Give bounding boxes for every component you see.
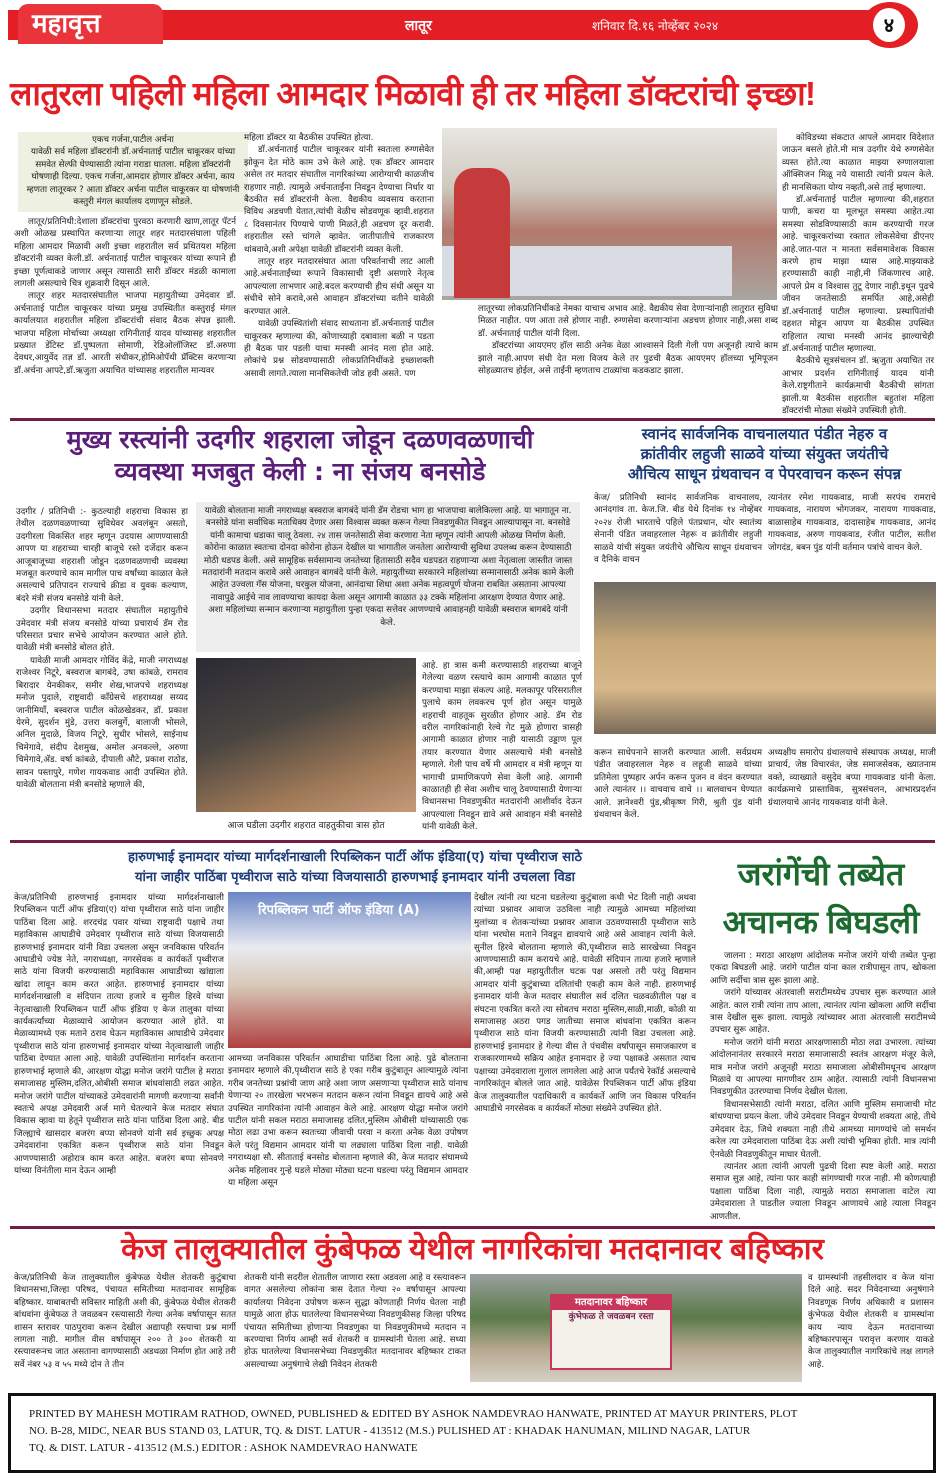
section-divider <box>10 418 935 421</box>
imprint-line1: PRINTED BY MAHESH MOTIRAM RATHOD, OWNED, PUBLISHED & EDITED BY ASHOK NAMDEVRAO HANWATE, PRINTED AT MAYUR PRINTERS, PLOT <box>29 1408 798 1420</box>
paragraph: बैठकीचे सूत्रसंचलन डॉ. ऋजुता अयाचित तर आभार प्रदर्शन रागिनीताई यादव यांनी केले.राष्ट्रगीताने कार्यक्रमाची बैठकीची सांगता झाली.या बैठकीस शहरातील बहुतांश महिला डॉक्टरांची मोठ्या संख्येने उपस्थिती होती. <box>782 356 934 416</box>
paragraph: लातूरच्या लोकप्रतिनिधींकडे नेमका याचाच अभाव आहे. वैद्यकीय सेवा देणाऱ्यांनाही लातुरात सुविधा मिळत नाहीत. पण आता तसे होणार नाही. रुग्णसेवा करणाऱ्यांना अडचण होणार नाही,असा शब्द डॉ. अर्चनाताई पाटील यांनी दिला. <box>478 304 778 339</box>
boycott-banner <box>550 1294 672 1370</box>
paragraph: विधानसभेसाठी त्यांनी मराठा, दलित आणि मुस्लिम समाजाची मोट बांधण्याचा प्रयत्न केला. जीथे उमेदवार निवडून येण्याची शक्यता आहे, तीथे उमेदवार देऊ, जिथे शक्यता नाही तीथे आमच्या मागण्यांचे जो समर्थन करेल त्या उमेदवाराला पाठिंबा देऊ अशी त्यांची भूमिका होती. मात्र त्यांनी ऐनवेळी निवडणुकीतून माघार घेतली. <box>710 1099 937 1160</box>
story4-photo-rally-garlands <box>228 892 471 1048</box>
paragraph: लातूर शहर मतदारसंघात आता परिवर्तनाची लाट आली आहे.अर्चनाताईंच्या रूपाने विकासाची दृष्टी असणारे नेतृत्व आपल्याला लाभणार आहे.बदल करण्याची हीच संधी असून या संधीचे सोने करावे,असे आवाहन डॉक्टरांच्या वतीने यावेळी करण्यात आले. <box>244 257 434 317</box>
story3-headline-line3: औचित्य साधून ग्रंथवाचन व पेपरवाचन करून संपन्न <box>627 465 902 483</box>
paragraph: देखील त्यांनी त्या घटना घडलेल्या कुटुंबाला कधी भेट दिली नाही अथवा त्यांच्या प्रश्नावर आवाज उठविला नाही त्यामुळे आमच्या महिलांच्या मुलांच्या व शेतकऱ्यांच्या प्रश्नावर आवाज उठवण्यासाठी पृथ्वीराज साठे यांना भरघोस मताने निवडून द्यावयाचे आहे असे आवाहन त्यांनी केले. सुनील हिरवे बोलताना म्हणाले की,पृथ्वीराज साठे सारखेच्या निवडून आणण्यासाठी काम करायचे आहे. यावेळी संदिपान तात्या हजारे म्हणाले की,आम्ही पक्ष महायुतीतील घटक पक्ष असलो तरी परंतु विद्यमान आमदार यांनी कुटुंबाच्या दलितांची एकही काम केले नाही. हारुणभाई इनामदार यांनी केज मतदार संघातील सर्व दलित चळवळीतील पक्ष व संघटना एकत्रित करते त्या सोबतच मराठा मुस्लिम,साळी,माळी, कोळी या समाजासह अठरा पगड जातीच्या समाज बांधवांना एकत्रित करून पृथ्वीराज साठे यांना विजयी करण्यासाठी त्यांनी विडा उचलला आहे. हारुणभाई इनामदार हे गेल्या वीस ते पंचवीस वर्षांपासून समाजकारण व राजकारणामध्ये सक्रिय आहेत इनामदार हे ज्या पक्षाकडे असतात त्याच पक्षाच्या उमेदवाराला गुलाल लागलेला आहे आज पर्यंतचे रेकॉर्ड असल्याचे नागरिकांतून बोलले जात आहे. यावेळेस रिपब्लिकन पार्टी ऑफ इंडिया केज तालुक्यातील पदाधिकारी व कार्यकर्ते आणि जन विकास परिवर्तन आघाडीचे नगरसेवक व कार्यकर्ते मोठ्या संख्येने उपस्थित होते. <box>474 893 696 1114</box>
paragraph: यावेळी माजी आमदार गोविंद केंद्रे, माजी नगराध्यक्ष राजेश्वर निटूरे, बस्वराज बागबंदे, उषा कांबळे, रामराव बिरादार येनकीकर, समीर शेख,भाजपचे शहराध्यक्ष मनोज पुदाले, राष्ट्रवादी काँग्रेसचे शहराध्यक्ष सय्यद जानीमियाँ, बस्वराज पाटील कोळखेडकर, डॉ. प्रकाश येरमे, सुदर्शन मुंडे, उत्तरा कलबुर्गे, बालाजी भोसले, अनिल मुदाळे, विजय निटूरे, सुधीर भोसले, साईनाथ चिमेगावे, संदीप देशमुख, अमोल अनकल्ले, अरुणा चिमेगावे,ॲड. वर्षा कांबळे, दीपाली औटे, प्रकाश राठोड, सावन पस्तापुरे, गणेश गायकवाड आदी उपस्थित होते. यावेळी बोलताना मंत्री बनसोडे म्हणाले की, <box>16 655 188 790</box>
paragraph: लातूर/प्रतिनिधी:देशाला डॉक्टरांचा पुरवठा करणारी खाण,लातूर पॅटर्न अशी ओळख प्रस्थापित करणाऱ्या लातूर शहर मतदारसंघाला पहिली महिला आमदार मिळावी अशी इच्छा शहरातील सर्व प्रथितयश महिला डॉक्टरांनी व्यक्त केली.डॉ. अर्चनाताई पाटील चाकूरकर यांच्या रूपाने ही इच्छा पूर्णत्वाकडे जाणार असून त्यासाठी सारी डॉक्टर मंडळी कामाला लागली असल्याचे चित्र शुक्रवारी दिसून आले. <box>14 217 236 290</box>
page-number: ४ <box>873 8 905 42</box>
boycott-banner-subtitle: कुंभेफळ ते जवळबन रस्ता <box>568 1312 654 1322</box>
page-number-badge <box>862 2 918 48</box>
paragraph: उदगीर / प्रतिनिधी :- कुठल्याही शहराचा विकास हा तेथील दळणवळणाच्या सुविधेवर अवलंबून असतो, उदगीरला विकसित शहर म्हणून उदयास आणण्यासाठी आपण या शहराच्या चारही बाजूचे रस्ते दर्जेदार करून आजूबाजूच्या शहराशी जोडून दळणवळणाची व्यवस्था मजबूत करण्याचे काम मागील पाच वर्षांच्या काळात केले असल्याचे प्रतिपादन राज्याचे क्रीडा व युवक कल्याण, बंदरे मंत्री संजय बनसोडे यांनी केले. <box>16 507 188 604</box>
story5-headline-line2: अचानक बिघडली <box>722 904 920 940</box>
paragraph: आमच्या जनविकास परिवर्तन आघाडीचा पाठिंबा दिला आहे. पुढे बोलताना इनामदार म्हणाले की,पृथ्वीराज साठे हे एका गरीब कुटुंबातून आल्यामुळे त्यांना गरीब जनतेच्या प्रश्नांची जाण आहे अशा जाण असणाऱ्या पृथ्वीराज साठे यांनाच येणाऱ्या २० तारखेला भरभरून मतदान करून त्यांना निवडून द्यायचे आहे असे उपस्थित नागरिकांना त्यांनी आवाहन केले आहे. आरक्षण योद्धा मनोज जरांगे पाटील यांनी सकल मराठा समाजासह दलित,मुस्लिम ओबीसी यांच्यासाठी एक मोठा लढा उभा करून स्वतःच्या जीवाची परवा न करता अनेक वेळा उपोषण केले परंतु विद्यमान आमदार यांनी या लढ्याला पाठिंबा दिला नाही. यावेळी नगराध्यक्षा सौ. सीताताई बनसोड बोलताना म्हणाले की, केज मतदार संघामध्ये अनेक महिलावर गुन्हे घडले मोठ्या मोठ्या घटना घडल्या परंतु विद्यमान आमदार या महिला असून <box>228 1054 468 1189</box>
story6-column-2: शेतकरी यांनी सदरील शेतातील जाणारा रस्ता अडवला आहे व रस्त्यावरून वागत असलेल्या लोकांना त्रास देतात गेल्या २० वर्षापासून आपल्या कार्यालया निवेदना उपोषण करून सुद्धा कोणताही निर्णय घेतला नाही यामुळे आता होऊ घातलेल्या विधानसभेच्या निवडणुकीसह जिल्हा परिषद पंचायत समितीच्या होणाऱ्या निवडणुका या निवडणुकीमध्ये मतदान न करण्याचा निर्णय आम्ही सर्व शेतकरी व ग्रामस्थांनी घेतला आहे. सध्या होऊ घातलेल्या विधानसभेच्या निवडणुकीत मतदानावर बहिष्कार टाकत असल्याच्या अनुषंगाचे लेखी निवेदन शेतकरी <box>244 1273 466 1370</box>
story2-headline-line1: मुख्य रस्त्यांनी उदगीर शहराला जोडून दळणवळणाची <box>66 425 534 454</box>
story6-headline: केज तालुक्यातील कुंबेफळ येथील नागरिकांचा मतदानावर बहिष्कार <box>121 1233 824 1266</box>
story1-boxed-quote <box>18 132 248 212</box>
story5-headline <box>705 850 937 946</box>
story1-quote-title: एकच गर्जना,पाटील अर्चना <box>92 135 174 145</box>
speaker-figure <box>454 168 510 298</box>
story1-quote-text: यावेळी सर्व महिला डॉक्टरांनी डॉ.अर्चनाताई पाटील चाकूरकर यांच्या समवेत सेल्फी घेण्यासाठी त्यांना गराडा घातला. महिला डॉक्टरांनी घोषणाही दिल्या. एकच गर्जना,आमदार होणार डॉक्टर अर्चना, काय म्हणता लातूरकर ? आता डॉक्टर अर्चना पाटील चाकूरकर या घोषणांनी कस्तुरी मंगल कार्यालय दणाणून सोडले. <box>26 147 240 208</box>
paragraph: यावेळी उपस्थितांशी संवाद साधताना डॉ.अर्चनाताई पाटील चाकूरकर म्हणाल्या की, कोणाच्याही दबावाला बळी न पडता ही बैठक पार पडली याचा मनस्वी आनंद मला होत आहे. लोकांचे प्रश्न सोडवण्यासाठी लोकप्रतिनिधींकडे इच्छाशक्ती असावी लागते.त्याला मानसिकतेची जोड हवी असते. पण <box>244 319 434 379</box>
story3-column-1-bottom: करून साधेपनाने साजरी करण्यात आली. सर्वप्रथम पंडीत जवाहरलाल नेहरु व लहूजी साळवे यांच्या प्रतिमेला पुष्पहार अर्पन करून पुजन व वंदन करण्यात आले त्यानंतर ।। वाचवाच वाचे ।। बालवाचन घेण्यात आले. ज्ञानेश्वरी पुंड,श्रीकृष्ण गिरी, श्रुती पुंड यांनी ग्रंथवाचन केले. <box>594 748 762 821</box>
printer-imprint <box>8 1393 936 1473</box>
paragraph: डॉ.अर्चनाताई पाटील चाकूरकर यांनी स्वतःला रुग्णसेवेत झोकून देत मोठे काम उभे केले आहे. एक डॉक्टर आमदार असेल तर मतदार संघातील नागरिकांच्या आरोग्याची काळजीच राहणार नाही. त्यामुळे अर्चनाताईंना निवडून देण्याचा निर्धार या बैठकीत सर्व डॉक्टरांनी केला. वैद्यकीय व्यवसाय करताना विविध अडचणी येतात,त्यांची वेळीच सोडवणूक व्हावी.शहरात ८ दिवसानंतर पिण्याचे पाणी मिळते,ही अडचण दूर करावी. शहरातील रस्ते चांगले व्हावेत. जातीपातीचे राजकारण थांबवावे,अशी अपेक्षा यावेळी डॉक्टरांनी व्यक्त केली. <box>244 145 434 255</box>
story4-column-3 <box>474 892 696 1115</box>
story1-column-4 <box>782 132 934 417</box>
story4-headline-line1: हारुणभाई इनामदार यांच्या मार्गदर्शनाखाली रिपब्लिकन पार्टी ऑफ इंडिया(ए) यांचा पृथ्वीराज साठे <box>127 850 583 865</box>
story4-column-1 <box>14 892 224 1177</box>
story1-column-2 <box>244 132 434 380</box>
story6-photo-boycott-banner <box>470 1274 802 1382</box>
story6-column-3: व ग्रामस्थांनी तहसीलदार व केज यांना दिले आहे. सदर निवेदनाच्या अनुषंगाने निवडणूक निर्णय अधिकारी व प्रशासन कुंभेफळ येथील शेतकरी व ग्रामस्थांना काय न्याय देऊन मतदानाच्या बहिष्कारपासून परावृत्त करणार याकडे केज तालुक्यातील नागरिकांचे लक्ष लागले आहे. <box>808 1273 934 1370</box>
paragraph: केज/प्रतिनिधी हारुणभाई इनामदार यांच्या मार्गदर्शनाखाली रिपब्लिकन पार्टी ऑफ इंडिया(ए) यांचा पृथ्वीराज साठे यांना जाहीर पाठिंबा दिला आहे. शरदचंद्र पवार यांच्या राष्ट्रवादी पक्षाचे तथा महाविकास आघाडीचे उमेदवार पृथ्वीराज साठे यांच्या विजयासाठी हारुणभाई इनामदार यांनी विडा उचलला असून जनविकास परिवर्तन आघाडीचे ज्येष्ठ नेते, नगराध्यक्षा, नगरसेवक व कार्यकर्ते पृथ्वीराज साठे यांना विजयी करण्यासाठी महाविकास आघाडीच्या खांद्याला खांदा लावून काम करत आहेत. हारुणभाई इनामदार यांच्या मार्गदर्शनाखाली व संदिपान तात्या हजारे व सुनील हिरवे यांच्या नेतृत्वाखाली रिपब्लिकन पार्टी ऑफ इंडिया ए केज तालुका यांच्या कार्यकर्त्यांच्या मेळाव्याचे आयोजन करण्यात आले होते. या मेळाव्यामध्ये एक मताने ठराव घेऊन महाविकास आघाडीचे उमेदवार पृथ्वीराज साठे यांना हारुणभाई इनामदार यांच्या नेतृत्वाखाली जाहीर पाठिंबा देण्यात आला आहे. यावेळी उपस्थितांना मार्गदर्शन करताना हारुणभाई म्हणाले की, आरक्षण योद्धा मनोज जरांगे पाटील हे मराठा समाजासह मुस्लिम,दलित,ओबीसी समाज बांधवांसाठी लढत आहेत. मनोज जरांगे पाटील यांच्याकडे उमेदवारांनी मागणी करणाऱ्या सर्वांनी स्वतःचे अपक्ष उमेदवारी अर्ज मागे घेतल्याने केज मतदार संघात विकास व्हावा या हेतूने पृथ्वीराज साठे यांना पाठिंबा दिला आहे. बीड जिल्ह्याचे खासदार बजरंग बप्पा सोनवणे यांनी सर्व इच्छुक अपक्ष उमेदवारांना एकत्रित करून पृथ्वीराज साठे यांना निवडून आणण्यासाठी अहोरात्र काम करत आहेत. बजरंग बप्पा सोनवणे यांच्या विनंतीला मान देऊन आम्ही <box>14 893 224 1176</box>
paragraph: जरांगे यांच्यावर अंतरवाली सराटीमध्येच उपचार सुरू करण्यात आले आहेत. काल रात्री त्यांना ताप आला, त्यानंतर त्यांना खोकला आणि सर्दीचा त्रास देखील सुरू झाला. त्यामुळे त्यांच्यावर आता अंतरवाली सराटीमध्ये उपचार सुरू आहेत. <box>710 988 936 1036</box>
story2-column-1 <box>16 506 188 791</box>
story4-column-2 <box>228 1053 468 1189</box>
story1-column-1 <box>14 216 236 377</box>
paragraph: उदगीर विधानसभा मतदार संघातील महायुतीचे उमेदवार मंत्री संजय बनसोडे यांच्या प्रचारार्थ डॅम रोड परिसरात प्रचार सभेचे आयोजन करण्यात आले होते. यावेळी मंत्री बनसोडे बोलत होते. <box>16 606 188 654</box>
edition-city: लातूर <box>405 18 432 34</box>
newspaper-logo: महावृत्त <box>32 9 101 39</box>
story1-column-3 <box>478 303 778 377</box>
section-divider <box>10 840 935 843</box>
imprint-line3: TQ. & DIST. LATUR - 413512 (M.S.) EDITOR : ASHOK NAMDEVRAO HANWATE <box>29 1442 418 1454</box>
paragraph: महिला डॉक्टर या बैठकीस उपस्थित होत्या. <box>244 133 374 143</box>
edition-date: शनिवार दि.१६ नोव्हेंबर २०२४ <box>592 19 719 33</box>
story5-body <box>710 950 936 1223</box>
story1-headline: लातुरला पहिली महिला आमदार मिळावी ही तर महिला डॉक्टरांची इच्छा! <box>10 75 816 112</box>
story3-column-2-top: त्यानंतर रमेश गायकवाड, माजी सरपंच रामराचे गायकवाड, नारायण भोगजकर, नारायण गायकवाड, बाळासाहेब गायकवाड, दादासाहेब गायकवाड, आनंद गायकवाड, अरुण गायकवाड, रंजीत पाटील, सतीश जोगदंड, बबन पुंड यांनी वर्तमान पत्रांचे वाचन केले. <box>768 493 936 553</box>
section-divider <box>10 1226 935 1229</box>
story4-headline <box>10 848 700 888</box>
story3-headline <box>592 424 937 484</box>
paragraph: डॉ.अर्चनाताई पाटील म्हणाल्या की,शहरात पाणी, कचरा या मूलभूत समस्या आहेत.त्या समस्या सोडविण्यासाठी काम करण्याची गरज आहे. चाकूरकरांच्या रक्तात लोकसेवेचा डीएनए आहे.जात-पात न मानता सर्वसमावेशक विकास करणे हाच माझा ध्यास आहे.माझ्याकडे हरण्यासाठी काही नाही,मी जिंकणारच आहे. आपले प्रेम व विश्वास तुटू देणार नाही.इथून पुढचे जीवन जनतेसाठी समर्पित आहे,असेही डॉ.अर्चनाताई पाटील म्हणाल्या. प्रस्थापितांची दहशत मोडून आपण या बैठकीस उपस्थित राहिलात त्याचा मनस्वी आनंद झाल्याचेही डॉ.अर्चनाताई पाटील म्हणाल्या. <box>782 195 934 354</box>
story3-headline-line1: स्वानंद सार्वजनिक वाचनालयात पंडीत नेहरु व <box>641 425 888 443</box>
story3-photo-library <box>594 582 936 734</box>
story3-column-2-bottom: अध्यक्षीय समारोप ग्रंथालयाचे संस्थापक अध्यक्ष, माजी प्राचार्य, जेष्ठ विचारवंत, जेष्ठ समाजसेवक, ख्यातनाम वक्ते, व्याख्याते वसुदेव बप्पा गायकवाड यांनी केला. कार्यक्रमाचे प्रास्ताविक, सुत्रसंचलन, आभारप्रदर्शन ग्रंथालयाचे आनंद गायकवाड यांनी केले. <box>768 748 936 808</box>
paragraph: मनोज जरांगे यांनी मराठा आरक्षणासाठी मोठा लढा उभारला. त्यांच्या आंदोलनानंतर सरकारने मराठा समाजासाठी स्वतंत्र आरक्षण मंजूर केले, मात्र मनोज जरांगे अजूनही मराठा समाजाला ओबीसीमधूनच आरक्षण मिळावे या आपल्या मागणीवर ठाम आहेत. त्यासाठी त्यांनी विधानसभा निवडणुकीत उतरण्याचा निर्णय देखील घेतला. <box>710 1037 936 1098</box>
paragraph: डॉक्टरांच्या आयएमए हॉल साठी अनेक वेळा आश्वासने दिली गेली पण अजूनही त्याचे काम झाले नाही.आपण संधी देत मला विजय केले तर पुढची बैठक आयएमए हॉलच्या भूमिपूजन सोहळ्यातच होईल, असे ताईंनी म्हणताच टाळ्यांचा कडकडाट झाला. <box>478 341 778 377</box>
story2-boxed-quote: यावेळी बोलताना माजी नगराध्यक्ष बस्वराज बागबंदे यांनी डॅम रोडचा भाग हा भाजपाचा बालेकिल्ला आहे. या भागातून ना. बनसोडे यांना सर्वाधिक मताधिक्य देणार असा विश्वास व्यक्त करून गेल्या निवडणुकीत निवडून आल्यापासून ना. बनसोडे यांनी कामाचा धडाका चालू ठेवला. २४ तास जनतेसाठी सेवा करणारा नेता म्हणून त्यांनी आपली ओळख निर्माण केली. कोरोना काळात स्वतःचा दोनदा कोरोना होऊन देखील या भागातील जनतेला आरोग्याची सुविधा उपलब्ध करून देण्यासाठी मोठी धडपड केली. असे सामूहिक सर्वसामान्य जनतेच्या हितासाठी सदैव धडपडत राहणाऱ्या अशा नेतृत्वाला जास्तीत जास्त मतदारांनी मतदान करावे असे आवाहन बागबंदे यांनी केले. महायुतीच्या सरकारने महिलांच्या सन्मानासाठी अनेक कामे केली आहेत उज्वला गॅस योजना, घरकुल योजना, आनंदाचा शिधा अशा अनेक महत्वपूर्ण योजना राबवित असताना आपल्या नावापुढे आईचे नाव लावण्याचा कायदा केला असून आगामी काळात ३३ टक्के महिलांना आरक्षण देण्यात येणार आहे. अशा महिलांच्या सन्मान करणाऱ्या महायुतीला पुन्हा एकदा सत्तेवर आणण्याचे आवाहनही यावेळी बस्वराज बागबंदे यांनी केले. <box>196 502 580 652</box>
story2-column-3 <box>422 660 582 834</box>
story1-photo-doctors-meeting <box>442 128 777 300</box>
boycott-banner-title: मतदानावर बहिष्कार <box>552 1296 670 1310</box>
story2-headline <box>10 424 590 488</box>
paragraph: कोविडच्या संकटात आपले आमदार विदेशात जाऊन बसले होते.मी मात्र उदगीर येथे रुग्णसेवेत व्यस्त होते.त्या काळात माझ्या रुग्णालयाला ऑक्सिजन मिळू नये यासाठी त्यांनी प्रयत्न केले. ही मानसिकता योग्य नव्हती,असे ताई म्हणाल्या. <box>782 133 934 193</box>
story3-column-1-top: केज/ प्रतिनिधी स्वानंद सार्वजनिक वाचनालय, आनंदगांव ता. केज.जि. बीड येथे दिनांक १४ नोव्हेंबर २०२४ रोजी भारताचे पहिले पंतप्रधान, थोर स्वातंत्र्य सेनानी पंडित जवाहरलाल नेहरू व क्रांतीवीर लहुजी साळवे यांची संयुक्त जयंतीचे औचित्य साधून ग्रंथवाचन व दैनिके वाचन <box>594 493 762 566</box>
story2-photo-rally <box>196 658 416 812</box>
story2-photo-caption: आज घडीला उदगीर शहरात वाहतुकीचा त्रास होत <box>227 821 385 831</box>
paragraph: त्यानंतर आता त्यांनी आपली पुढची दिशा स्पष्ट केली आहे. मराठा समाज सुज्ञ आहे, त्यांना फार काही सांगण्याची गरज नाही. मी कोणत्याही पक्षाला पाठिंबा दिला नाही, त्यामुळे मराठा समाजाला वाटेल त्या उमेदवाराला ते पाडतील ज्याला निवडून आणायचे आहे त्याला निवडून आणतील. <box>710 1161 936 1222</box>
story4-photo-banner: रिपब्लिकन पार्टी ऑफ इंडिया (A) <box>258 903 420 918</box>
story5-headline-line1: जरांगेंची तब्येत <box>737 856 905 892</box>
imprint-line2: NO. B-28, MIDC, NEAR BUS STAND 03, LATUR, TQ. & DIST. LATUR - 413512 (M.S.) PULISHED AT : KHADAK HANUMAN, MILIND NAGAR, LATUR <box>29 1425 751 1437</box>
paragraph: लातूर शहर मतदारसंघातील भाजपा महायुतीच्या उमेदवार डॉ. अर्चनाताई पाटील चाकूरकर यांच्या प्रमुख उपस्थितीत कस्तुराई मंगल कार्यालयात शहरातील महिला डॉक्टरांची संवाद बैठक संपन्न झाली. भाजपा महिला मोर्चाच्या अध्यक्षा रागिनीताई यादव यांच्यासह शहरातील प्रख्यात डेंटिस्ट डॉ.पुष्पलता सोमाणी, रेडिओलॉजिस्ट डॉ.अरुणा देवधर,आयुर्वेद तज्ञ डॉ. आरती संधीकर,होमिओपॅथी प्रॅक्टिस करणाऱ्या डॉ.अर्चना आपटे,डॉ.ऋजुता अयाचित यांच्यासह शहरातील मान्यवर <box>14 291 236 376</box>
story3-headline-line2: क्रांतीवीर लहुजी साळवे यांच्या संयुक्त जयंतीचे <box>640 445 889 463</box>
story4-headline-line2: यांना जाहीर पाठिंबा पृथ्वीराज साठे यांच्या विजयासाठी हारुणभाई इनामदार यांनी उचलला विडा <box>135 870 575 885</box>
story2-headline-line2: व्यवस्था मजबुत केली : ना संजय बनसोडे <box>114 457 486 486</box>
paragraph: जालना : मराठा आरक्षण आंदोलक मनोज जरांगे यांची तब्येत पुन्हा एकदा बिघडली आहे. जरांगे पाटील यांना काल रात्रीपासून ताप, खोकला आणि सर्दीचा त्रास सुरू झाला आहे. <box>710 951 936 986</box>
story6-column-1: केज/प्रतिनिधी केज तालुक्यातील कुंबेफळ येथील शेतकरी कुटुंबाचा विधानसभा,जिल्हा परिषद, पंचायत समितीच्या मतदानावर सामूहिक बहिष्कार. याबाबतची सविस्तर माहिती अशी की, कुंबेफळ येथील शेतकरी बांधवांना कुंबेफळ ते जवळबन रस्त्यासाठी गेल्या अनेक वर्षापासून सतत शासन स्तरावर पाठपुरावा करून देखील अद्यापही रस्त्याचा प्रश्न मार्गी लागला नाही. मागील वीस वर्षापासून २०० ते ३०० शेतकरी या रस्त्यावरूनच जात असताना वागण्यासाठी अडथळा निर्माण होत आहे तरी सर्वे नंबर ५३ व ५५ मध्ये दोन ते तीन <box>14 1273 236 1370</box>
paragraph: आहे. हा त्रास कमी करण्यासाठी शहराच्या बाजूने गेलेल्या वळण रस्त्याचे काम आगामी काळात पूर्ण करण्याचा माझा संकल्प आहे. मलकापूर परिसरातील पुलाचे काम लवकरच पूर्ण होत असून यामुळे शहराची वाहतूक सुरळीत होणार आहे. डॅम रोड वरील नागरिकांनाही रेल्वे गेट मुळे होणारा त्रासही आगामी काळात होणार नाही यासाठी उड्डाण पूल तयार करण्यात येणार असल्याचे मंत्री बनसोडे म्हणाले. गेली पाच वर्षे मी आमदार व मंत्री म्हणून या भागाची प्रामाणिकपणे सेवा केली आहे. आगामी काळातही ही सेवा अशीच चालू ठेवण्यासाठी येणाऱ्या विधानसभा निवडणुकीत मतदारांनी आशीर्वाद देऊन आपल्याला निवडून द्यावे असे आवाहन मंत्री बनसोडे यांनी यावेळी केले. <box>422 661 582 833</box>
